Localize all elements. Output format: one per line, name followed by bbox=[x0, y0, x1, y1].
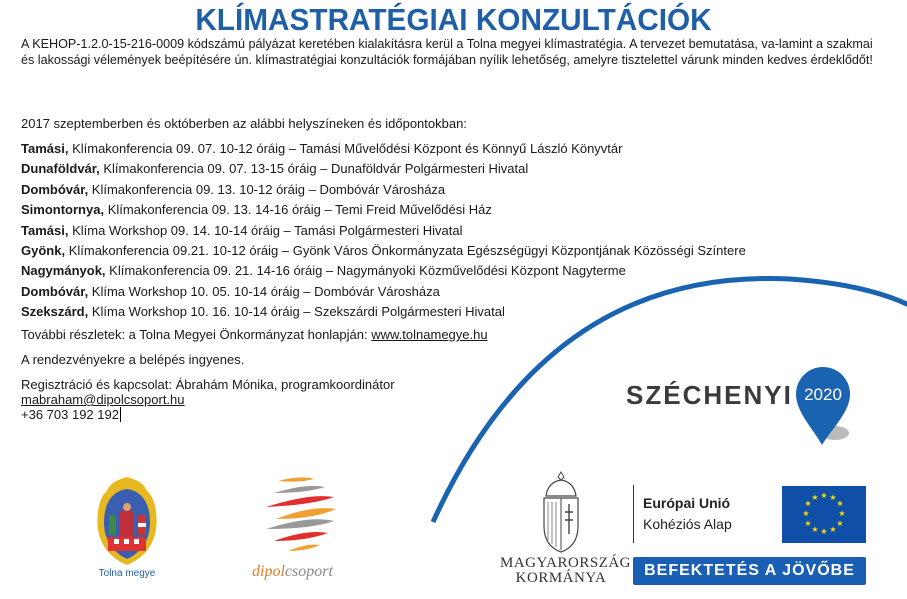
event-place: Nagymányok, bbox=[21, 263, 106, 279]
event-item bbox=[21, 221, 746, 241]
event-item bbox=[21, 241, 746, 261]
email-link[interactable]: mabraham@dipolcsoport.hu bbox=[21, 392, 185, 407]
government-label bbox=[500, 555, 632, 586]
event-item bbox=[21, 302, 746, 322]
invest-in-future-banner: BEFEKTETÉS A JÖVŐBE bbox=[633, 557, 866, 585]
event-item bbox=[21, 180, 746, 200]
event-place: Dombóvár, bbox=[21, 283, 89, 299]
tolna-coat-of-arms-icon bbox=[92, 475, 162, 567]
svg-text:★: ★ bbox=[811, 493, 819, 502]
tolna-label: Tolna megye bbox=[98, 568, 156, 579]
event-item bbox=[21, 200, 746, 220]
page-title: KLÍMASTRATÉGIAI KONZULTÁCIÓK bbox=[195, 2, 712, 37]
event-details: Klímakonferencia 09. 13. 14-16 óráig – Temi Freid Művelődési Ház bbox=[104, 202, 492, 218]
website-link[interactable]: www.tolnamegye.hu bbox=[371, 327, 488, 342]
dipol-label-part: csoport bbox=[284, 563, 333, 580]
svg-text:★: ★ bbox=[829, 493, 837, 502]
event-details: Klímakonferencia 09. 07. 13-15 óráig – Dunaföldvár Polgármesteri Hivatal bbox=[99, 161, 529, 177]
phone-number: +36 703 192 192 bbox=[21, 407, 119, 422]
svg-text:★: ★ bbox=[838, 509, 846, 518]
event-item bbox=[21, 282, 746, 302]
svg-text:★: ★ bbox=[802, 509, 810, 518]
svg-text:★: ★ bbox=[820, 527, 828, 536]
event-place: Dombóvár, bbox=[21, 181, 89, 197]
free-entry-note: A rendezvényekre a belépés ingyenes. bbox=[21, 352, 245, 367]
event-details: Klímakonferencia 09. 21. 14-16 óráig – Nagymányoki Közművelődési Központ Nagyterme bbox=[105, 263, 626, 279]
text-cursor bbox=[120, 407, 121, 422]
svg-text:★: ★ bbox=[829, 525, 837, 534]
more-info-text: További részletek: a Tolna Megyei Önkormányzat honlapján: bbox=[21, 327, 372, 342]
svg-text:★: ★ bbox=[836, 519, 844, 528]
event-details: Klímakonferencia 09.21. 10-12 óráig – Gyönk Város Önkormányzata Egészségügyi Központjának Közösségi Színtere bbox=[65, 242, 746, 258]
event-details: Klíma Workshop 09. 14. 10-14 óráig – Tamási Polgármesteri Hivatal bbox=[68, 222, 463, 238]
svg-text:★: ★ bbox=[804, 519, 812, 528]
event-list bbox=[21, 139, 746, 323]
eu-label: Európai Unió bbox=[643, 495, 731, 511]
dipol-label-part: dipol bbox=[252, 563, 285, 580]
gov-label-line: MAGYARORSZÁG bbox=[500, 555, 632, 571]
svg-text:★: ★ bbox=[804, 499, 812, 508]
svg-text:★: ★ bbox=[811, 525, 819, 534]
szechenyi-logo-text: SZÉCHENYI bbox=[626, 380, 793, 410]
event-item bbox=[21, 261, 746, 281]
intro-paragraph: A KEHOP-1.2.0-15-216-0009 kódszámú pályázat keretében kialakításra kerül a Tolna megyei klímastratégia. A tervezet bemutatása, va-lamint a szakmai és lakossági vélemények beépítésére ún. klímastratégiai konzultációk formájában nyílik lehetőség, amelyre tisztelettel várunk minden kedves érdeklődőt! bbox=[21, 37, 873, 67]
schedule-heading: 2017 szeptemberben és októberben az alábbi helyszíneken és időpontokban: bbox=[21, 116, 467, 131]
hungarian-coat-of-arms-icon bbox=[540, 470, 582, 554]
svg-text:★: ★ bbox=[836, 499, 844, 508]
event-details: Klímakonferencia 09. 07. 10-12 óráig – Tamási Művelődési Központ és Könnyű László Könyvtár bbox=[68, 141, 623, 156]
event-place: Simontornya, bbox=[21, 202, 105, 218]
event-item bbox=[21, 139, 746, 159]
event-place: Gyönk, bbox=[21, 242, 66, 258]
contact-block bbox=[21, 377, 395, 422]
szechenyi-pin-icon bbox=[795, 367, 855, 447]
contact-line: Regisztráció és kapcsolat: Ábrahám Mónika, programkoordinátor bbox=[21, 377, 395, 392]
cohesion-fund-label: Kohéziós Alap bbox=[643, 516, 732, 532]
event-details: Klíma Workshop 10. 05. 10-14 óráig – Dombóvár Városháza bbox=[88, 283, 440, 299]
svg-text:2020: 2020 bbox=[804, 385, 842, 404]
gov-label-line: KORMÁNYA bbox=[515, 570, 607, 586]
event-details: Klíma Workshop 10. 16. 10-14 óráig – Szekszárdi Polgármesteri Hivatal bbox=[88, 304, 505, 320]
event-place: Tamási, bbox=[21, 141, 69, 156]
event-details: Klímakonferencia 09. 13. 10-12 óráig – Dombóvár Városháza bbox=[88, 181, 446, 197]
event-place: Tamási, bbox=[21, 222, 69, 238]
svg-text:★: ★ bbox=[820, 491, 828, 500]
dipol-label bbox=[252, 563, 333, 581]
event-place: Szekszárd, bbox=[21, 304, 89, 320]
eu-cohesion-label bbox=[633, 485, 732, 543]
event-item bbox=[21, 159, 746, 179]
eu-flag-icon bbox=[782, 486, 866, 543]
event-place: Dunaföldvár, bbox=[21, 161, 100, 177]
dipol-logo-icon bbox=[262, 475, 342, 555]
more-info bbox=[21, 327, 488, 342]
